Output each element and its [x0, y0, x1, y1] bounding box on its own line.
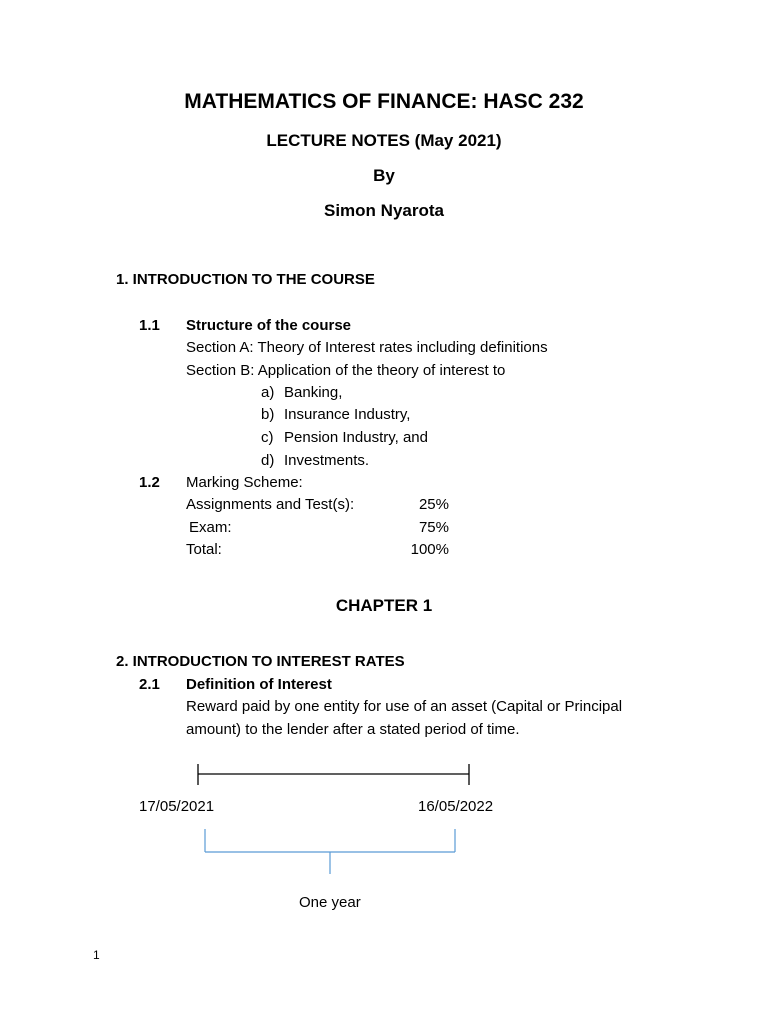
- section-1-2-title: Marking Scheme:: [186, 474, 303, 491]
- list-marker: a): [261, 384, 275, 401]
- list-marker: c): [261, 429, 274, 446]
- list-item: Banking,: [284, 384, 343, 401]
- timeline-axis: [198, 764, 469, 785]
- definition-line-2: amount) to the lender after a stated period of time.: [186, 721, 520, 738]
- section-1-1-title: Structure of the course: [186, 317, 352, 334]
- scheme-label: Assignments and Test(s):: [186, 496, 355, 513]
- section-1-heading: 1. INTRODUCTION TO THE COURSE: [116, 271, 375, 288]
- section-1-1-number: 1.1: [139, 317, 160, 334]
- scheme-label: Exam:: [189, 519, 232, 536]
- scheme-label: Total:: [186, 541, 222, 558]
- author-name: Simon Nyarota: [324, 201, 444, 220]
- scheme-value: 100%: [410, 541, 449, 558]
- page-number: 1: [93, 948, 100, 962]
- section-2-1-title: Definition of Interest: [186, 676, 332, 693]
- one-year-bracket: [205, 829, 455, 874]
- list-item: Pension Industry, and: [284, 429, 428, 446]
- definition-line-1: Reward paid by one entity for use of an asset (Capital or Principal: [186, 698, 623, 715]
- chapter-heading: CHAPTER 1: [335, 596, 433, 615]
- document-title: MATHEMATICS OF FINANCE: HASC 232: [184, 90, 584, 113]
- end-date: 16/05/2022: [418, 798, 494, 815]
- lecture-notes-subtitle: LECTURE NOTES (May 2021): [266, 131, 502, 150]
- section-2-heading: 2. INTRODUCTION TO INTEREST RATES: [116, 653, 405, 670]
- list-item: Investments.: [284, 452, 370, 469]
- list-marker: b): [261, 406, 275, 423]
- one-year-label: One year: [299, 894, 361, 911]
- section-a-line: Section A: Theory of Interest rates including definitions: [186, 339, 548, 356]
- scheme-value: 25%: [418, 496, 449, 513]
- section-2-1-number: 2.1: [139, 676, 160, 693]
- by-label: By: [373, 166, 395, 185]
- start-date: 17/05/2021: [139, 798, 215, 815]
- list-item: Insurance Industry,: [284, 406, 411, 423]
- section-1-2-number: 1.2: [139, 474, 160, 491]
- scheme-value: 75%: [418, 519, 449, 536]
- list-marker: d): [261, 452, 275, 469]
- section-b-line: Section B: Application of the theory of interest to: [186, 362, 506, 379]
